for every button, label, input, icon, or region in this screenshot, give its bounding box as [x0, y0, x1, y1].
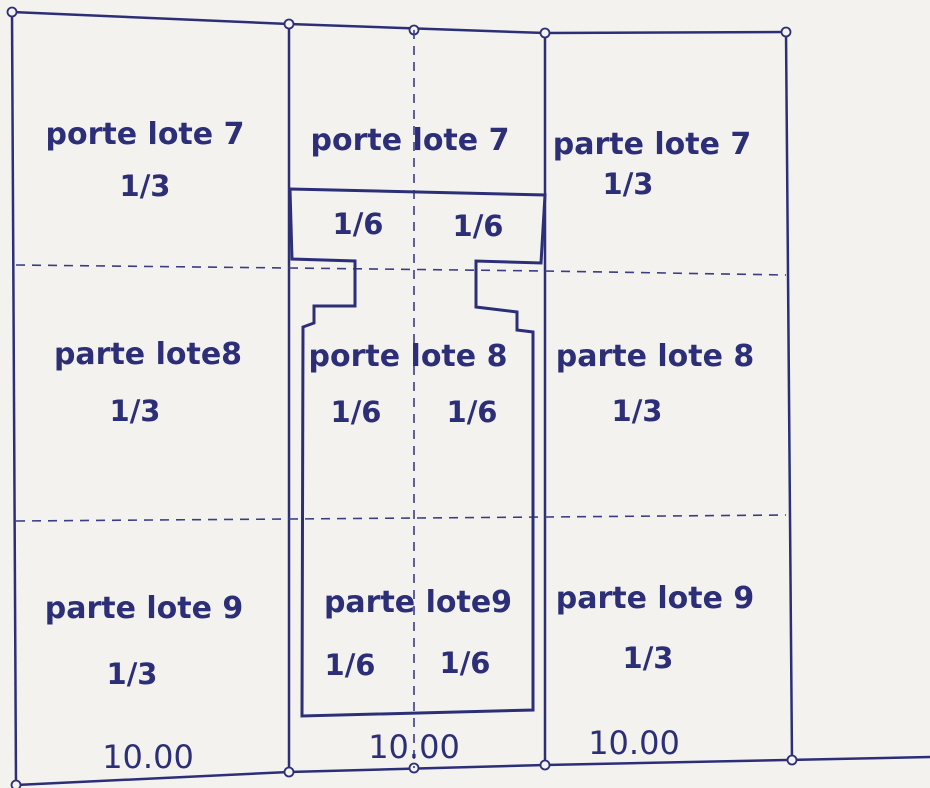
right-lote9-name: parte lote 9: [555, 581, 755, 616]
left-lote9-name: parte lote 9: [44, 591, 244, 626]
left-lote7-share: 1/3: [119, 169, 171, 203]
node: [285, 768, 294, 777]
node: [541, 761, 550, 770]
left-lote7-name: porte lote 7: [45, 117, 245, 152]
left-lote8-share: 1/3: [109, 394, 161, 428]
boundary-top-right: [545, 32, 786, 33]
divider-7-8-left: [16, 265, 289, 268]
right-lote8-name: parte lote 8: [555, 339, 755, 374]
node: [8, 8, 17, 17]
center-lote8-share-right: 1/6: [446, 395, 498, 429]
center-lote9-share-right: 1/6: [439, 646, 491, 680]
node: [285, 20, 294, 29]
center-lote8-share-left: 1/6: [330, 395, 382, 429]
center-lote8-name: porte lote 8: [308, 339, 508, 374]
right-lote7-share: 1/3: [602, 167, 654, 201]
divider-8-9-right: [545, 515, 786, 517]
boundary-left: [12, 12, 16, 785]
center-lote7-share-left: 1/6: [332, 207, 384, 241]
center-lote7-share-right: 1/6: [452, 209, 504, 243]
left-width-dimension: 10.00: [102, 738, 194, 776]
center-lote7-name: porte lote 7: [310, 123, 510, 158]
node: [782, 28, 791, 37]
divider-7-8-center: [289, 268, 545, 271]
right-lote8-share: 1/3: [611, 394, 663, 428]
divider-8-9-center: [289, 517, 545, 519]
divider-7-8-right: [545, 271, 786, 275]
divider-8-9-left: [16, 519, 289, 521]
center-lote9-name: parte lote9: [323, 585, 513, 620]
center-lote9-share-left: 1/6: [324, 648, 376, 682]
right-lote7-name: parte lote 7: [552, 127, 752, 162]
boundary-top-left: [12, 12, 289, 24]
node: [541, 29, 550, 38]
left-lote9-share: 1/3: [106, 657, 158, 691]
right-lote9-share: 1/3: [622, 641, 674, 675]
center-width-dimension: 10.00: [368, 728, 460, 766]
node: [12, 781, 21, 788]
node: [788, 756, 797, 765]
boundary-right: [786, 32, 792, 760]
right-width-dimension: 10.00: [588, 724, 680, 762]
left-lote8-name: parte lote8: [53, 337, 243, 372]
